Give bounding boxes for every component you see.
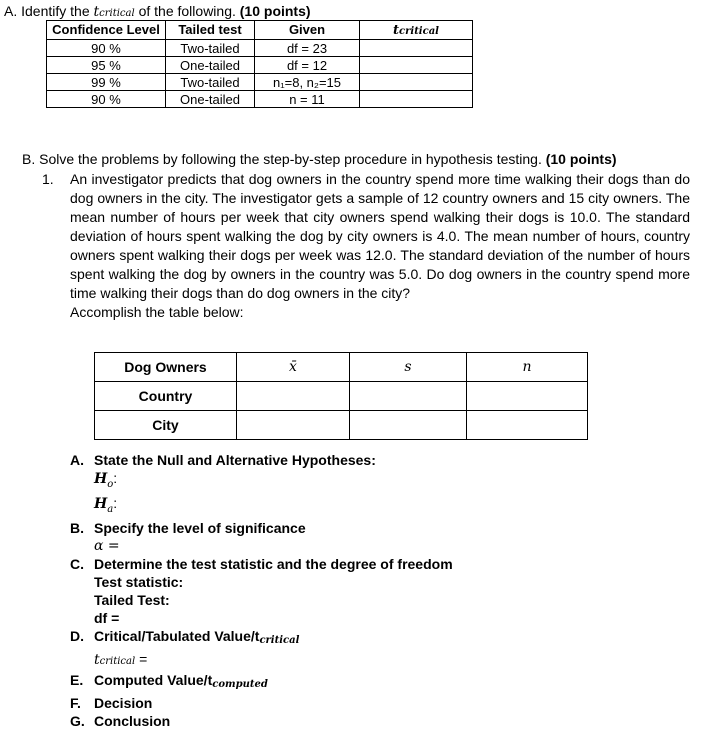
row-label-city: City	[95, 411, 237, 440]
t-subscript: computed	[212, 678, 268, 690]
row-label-country: Country	[95, 382, 237, 411]
dog-owners-table	[94, 352, 588, 440]
df-line: df =	[94, 609, 120, 626]
table-header-row	[95, 353, 588, 382]
header-s: s	[350, 353, 467, 382]
cell-given: n₁=8, n₂=15	[255, 74, 360, 91]
cell-tailed: Two-tailed	[166, 74, 255, 91]
cell-confidence: 95 %	[47, 57, 166, 74]
ha-subscript: a	[107, 503, 114, 515]
h0-line: $H_o$:	[94, 470, 118, 490]
header-n: n	[467, 353, 588, 382]
accomplish-instruction: Accomplish the table below:	[70, 304, 244, 320]
step-g	[70, 712, 453, 730]
tailed-test-line: Tailed Test:	[94, 591, 170, 608]
ha-symbol: H	[94, 495, 108, 512]
alpha-line: α =	[94, 537, 120, 554]
header-t-critical	[360, 21, 473, 40]
cell-tailed: One-tailed	[166, 57, 255, 74]
cell-given: df = 12	[255, 57, 360, 74]
step-d	[70, 627, 453, 650]
cell-confidence: 90 %	[47, 91, 166, 108]
ha-line: $H_a$:	[94, 494, 118, 515]
cell-answer[interactable]	[350, 382, 467, 411]
step-text: Decision	[94, 694, 153, 711]
table-row	[95, 382, 588, 411]
table-row	[47, 40, 473, 57]
tcrit-line	[94, 650, 453, 671]
header-dog-owners: Dog Owners	[95, 353, 237, 382]
header-confidence-level: Confidence Level	[47, 21, 166, 40]
section-b-title	[22, 151, 617, 167]
header-given: Given	[255, 21, 360, 40]
step-e	[70, 671, 453, 694]
cell-tailed: One-tailed	[166, 91, 255, 108]
step-b	[70, 519, 453, 537]
step-c	[70, 555, 453, 573]
step-letter: D.	[70, 627, 84, 644]
cell-given: n = 11	[255, 91, 360, 108]
problem-text: An investigator predicts that dog owners in the country spend more time walking their dogs than do dog owners in the city. The investigator gets a sample of 12 country owners and 15 city owners. The mean number of hours per week that city owners spend walking their dogs is 10.0. The standard deviation of hours spent walking the dog by city owners is 4.0. The mean number of hours, country owners spent walking their dogs per week was 12.0. The standard deviation of the number of hours spent walking the dog by owners in the country was 5.0. Do dog owners in the country spend more time walking their dogs than do dog owners in the city?	[70, 171, 690, 301]
t-subscript: critical	[99, 8, 135, 19]
cell-answer[interactable]	[237, 411, 350, 440]
table-row	[47, 91, 473, 108]
t-symbol: t	[94, 651, 100, 668]
cell-answer[interactable]	[360, 74, 473, 91]
cell-answer[interactable]	[350, 411, 467, 440]
table-row	[47, 74, 473, 91]
cell-answer[interactable]	[360, 57, 473, 74]
section-a-points: (10 points)	[239, 3, 311, 19]
t-critical-table	[46, 20, 473, 108]
section-b-points: (10 points)	[545, 151, 617, 167]
section-a-title-middle: of the following.	[134, 3, 240, 19]
cell-confidence: 90 %	[47, 40, 166, 57]
step-text: Computed Value/t	[94, 671, 213, 688]
step-text: State the Null and Alternative Hypotheses:	[94, 452, 376, 468]
table-header-row	[47, 21, 473, 40]
section-b-title-text: B. Solve the problems by following the step-by-step procedure in hypothesis testing.	[22, 151, 546, 167]
step-text: Critical/Tabulated Value/t	[94, 627, 260, 644]
t-symbol: t	[93, 4, 100, 20]
step-letter: G.	[70, 712, 85, 729]
cell-given: df = 23	[255, 40, 360, 57]
t-subscript: critical	[399, 26, 439, 37]
cell-answer[interactable]	[360, 40, 473, 57]
step-text: Conclusion	[94, 712, 171, 729]
step-letter: C.	[70, 555, 84, 572]
cell-confidence: 99 %	[47, 74, 166, 91]
equals-sign: =	[135, 650, 148, 667]
cell-answer[interactable]	[360, 91, 473, 108]
section-a-title-prefix: A. Identify the	[4, 3, 94, 19]
cell-answer[interactable]	[237, 382, 350, 411]
step-text: Determine the test statistic and the degree of freedom	[94, 555, 453, 572]
step-a	[70, 451, 453, 469]
step-letter: F.	[70, 694, 81, 711]
hypothesis-steps	[70, 451, 453, 730]
problem-1	[42, 170, 690, 322]
test-statistic-line: Test statistic:	[94, 573, 184, 590]
h0-subscript: o	[107, 478, 114, 490]
cell-answer[interactable]	[467, 382, 588, 411]
table-row	[95, 411, 588, 440]
h0-symbol: H	[94, 471, 108, 487]
step-letter: B.	[70, 519, 84, 536]
section-a-title	[4, 3, 311, 20]
table-row	[47, 57, 473, 74]
cell-tailed: Two-tailed	[166, 40, 255, 57]
step-letter: E.	[70, 671, 84, 688]
t-subscript: critical	[99, 655, 136, 667]
step-letter: A.	[70, 452, 84, 468]
t-subscript: critical	[259, 634, 300, 646]
step-text: Specify the level of significance	[94, 519, 306, 536]
header-xbar: x̄	[237, 353, 350, 382]
cell-answer[interactable]	[467, 411, 588, 440]
step-f	[70, 694, 453, 712]
t-symbol: t	[393, 23, 400, 38]
header-tailed-test: Tailed test	[166, 21, 255, 40]
problem-number: 1.	[42, 171, 54, 187]
